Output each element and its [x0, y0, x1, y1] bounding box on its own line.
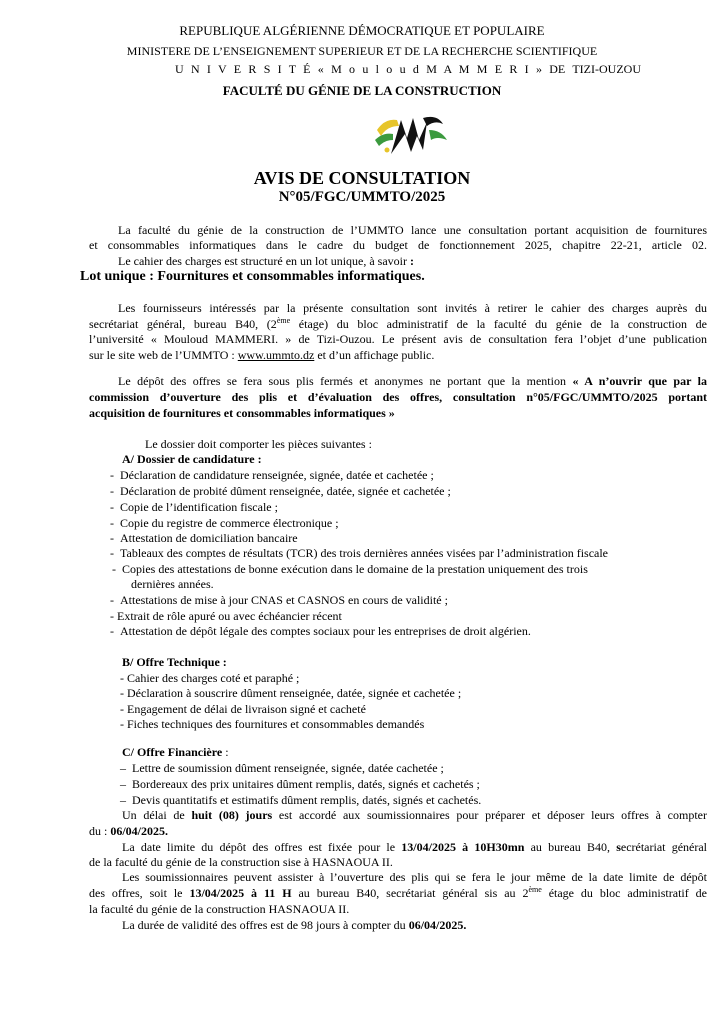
- list-item: - Déclaration à souscrire dûment renseignée, datée, signée et cachetée ;: [120, 686, 462, 700]
- list-item: – Bordereaux des prix unitaires dûment remplis, datés, signés et cachetés ;: [120, 777, 480, 791]
- ouverture-line: la faculté du génie de la construction HASNAOUA II.: [89, 902, 350, 916]
- ouverture-line: Les soumissionnaires peuvent assister à l’ouverture des plis qui se fera le jour même de la date limite de dépôt: [122, 870, 707, 884]
- list-item-continuation: dernières années.: [131, 577, 214, 591]
- retrait-line: secrétariat général, bureau B40, (2ème étage) du bloc administratif de la faculté du génie de la construction de: [89, 316, 707, 331]
- dossier-intro: Le dossier doit comporter les pièces suivantes :: [145, 437, 372, 451]
- list-item: - Cahier des charges coté et paraphé ;: [120, 671, 300, 685]
- ouverture-line: des offres, soit le 13/04/2025 à 11 H au bureau B40, secrétariat général sis au 2ème étage du bloc administratif de: [89, 885, 707, 900]
- retrait-line: l’université « Mouloud MAMMERI. » de Tizi-Ouzou. Le présent avis de consultation fera l’objet d’une publication: [89, 332, 707, 346]
- list-item: - Engagement de délai de livraison signé et cacheté: [120, 702, 366, 716]
- list-item: - Copie de l’identification fiscale ;: [110, 500, 278, 514]
- lot-unique: Lot unique : Fournitures et consommables informatiques.: [80, 269, 425, 284]
- list-item: - Extrait de rôle apuré ou avec échéancier récent: [110, 609, 342, 623]
- depot-line: commission d’ouverture des plis et d’évaluation des offres, consultation n°05/FGC/UMMTO/2025 portant: [89, 390, 707, 404]
- retrait-line: Les fournisseurs intéressés par la présente consultation sont invités à retirer le cahier des charges auprès du: [118, 301, 707, 315]
- website-link[interactable]: www.ummto.dz: [237, 348, 315, 362]
- list-item: - Tableaux des comptes de résultats (TCR) des trois dernières années visées par l’administration fiscale: [110, 546, 609, 560]
- list-item: - Copies des attestations de bonne exécution dans le domaine de la prestation uniquement des trois: [112, 562, 588, 576]
- notice-title: AVIS DE CONSULTATION: [253, 168, 471, 188]
- section-a-title: A/ Dossier de candidature :: [122, 452, 262, 466]
- delai-line: Un délai de huit (08) jours est accordé aux soumissionnaires pour préparer et déposer leurs offres à compter: [122, 808, 707, 822]
- header-university: U N I V E R S I T É « M o u l o u d M A M M E R I » DE TIZI-OUZOU: [175, 62, 641, 76]
- depot-line: Le dépôt des offres se fera sous plis fermés et anonymes ne portant que la mention « A n’ouvrir que par la: [118, 374, 708, 388]
- list-item: - Copie du registre de commerce électronique ;: [110, 516, 339, 530]
- list-item: - Attestation de domiciliation bancaire: [110, 531, 298, 545]
- limite-line: de la faculté du génie de la construction sise à HASNAOUA II.: [89, 855, 393, 869]
- intro-line: et consommables informatiques dans le cadre du budget de fonctionnement 2025, chapitre 22-21, article 02.: [89, 238, 707, 252]
- delai-line: du : 06/04/2025.: [89, 824, 169, 838]
- header-ministry: MINISTERE DE L’ENSEIGNEMENT SUPERIEUR ET DE LA RECHERCHE SCIENTIFIQUE: [126, 44, 598, 58]
- list-item: – Lettre de soumission dûment renseignée, signée, datée cachetée ;: [120, 761, 444, 775]
- limite-line: La date limite du dépôt des offres est fixée pour le 13/04/2025 à 10H30mn au bureau B40, secrétariat général: [122, 840, 708, 854]
- list-item: - Déclaration de candidature renseignée, signée, datée et cachetée ;: [110, 468, 434, 482]
- retrait-line: sur le site web de l’UMMTO : www.ummto.dz et d’un affichage public.: [89, 348, 435, 362]
- section-b-title: B/ Offre Technique :: [122, 655, 227, 669]
- list-item: - Fiches techniques des fournitures et consommables demandés: [120, 717, 425, 731]
- list-item: - Déclaration de probité dûment renseignée, datée, signée et cachetée ;: [110, 484, 451, 498]
- header-faculty: FACULTÉ DU GÉNIE DE LA CONSTRUCTION: [222, 83, 502, 98]
- intro-line: La faculté du génie de la construction de l’UMMTO lance une consultation portant acquisition de fournitures: [118, 223, 707, 237]
- validite-line: La durée de validité des offres est de 98 jours à compter du 06/04/2025.: [122, 918, 467, 932]
- list-item: – Devis quantitatifs et estimatifs dûment remplis, datés, signés et cachetés.: [120, 793, 482, 807]
- header-republic: REPUBLIQUE ALGÉRIENNE DÉMOCRATIQUE ET POPULAIRE: [179, 23, 545, 38]
- section-c-title: C/ Offre Financière :: [122, 745, 229, 759]
- depot-line: acquisition de fournitures et consommables informatiques »: [89, 406, 395, 420]
- intro-line: Le cahier des charges est structuré en un lot unique, à savoir :: [118, 254, 415, 268]
- list-item: - Attestation de dépôt légale des comptes sociaux pour les entreprises de droit algérien.: [110, 624, 531, 638]
- notice-reference: N°05/FGC/UMMTO/2025: [278, 189, 446, 205]
- list-item: - Attestations de mise à jour CNAS et CASNOS en cours de validité ;: [110, 593, 448, 607]
- faculty-logo: [373, 110, 453, 158]
